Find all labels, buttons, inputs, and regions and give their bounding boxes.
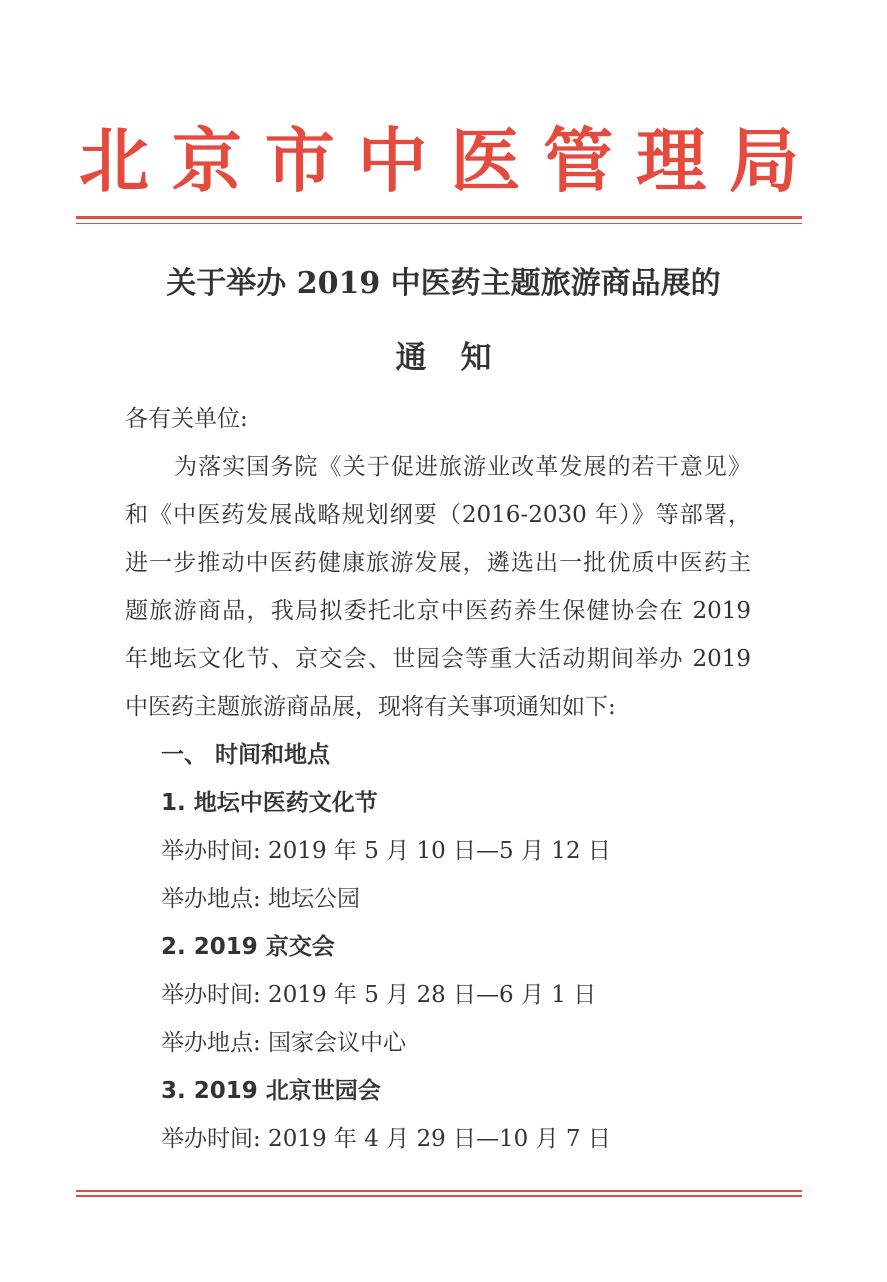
org-char: 中: [357, 120, 428, 202]
org-char: 管: [543, 120, 614, 202]
org-char: 京: [171, 120, 242, 202]
org-char: 局: [728, 120, 799, 202]
item-heading: 2. 2019 京交会: [161, 934, 335, 960]
item-heading: 1. 地坛中医药文化节: [161, 790, 378, 816]
paragraph-line: 进一步推动中医药健康旅游发展，遴选出一批优质中医药主: [125, 550, 751, 576]
paragraph-line: 为落实国务院《关于促进旅游业改革发展的若干意见》: [174, 454, 751, 480]
org-char: 北: [79, 120, 149, 202]
org-header: [76, 116, 802, 206]
header-rule-thick: [76, 216, 802, 219]
header-rule-thin: [76, 223, 802, 224]
item-time: 举办时间: 2019 年 5 月 28 日—6 月 1 日: [161, 982, 597, 1008]
item-place: 举办地点: 地坛公园: [161, 886, 361, 912]
paragraph-line: 和《中医药发展战略规划纲要（2016-2030 年）》等部署，: [125, 502, 751, 528]
item-time: 举办时间: 2019 年 5 月 10 日—5 月 12 日: [161, 838, 611, 864]
salutation: 各有关单位:: [125, 406, 248, 432]
org-char: 理: [636, 120, 707, 202]
paragraph-line: 题旅游商品，我局拟委托北京中医药养生保健协会在 2019: [125, 598, 751, 624]
item-place: 举办地点: 国家会议中心: [161, 1030, 407, 1056]
document-title-notice: 通知: [395, 340, 526, 376]
paragraph-line: 年地坛文化节、京交会、世园会等重大活动期间举办 2019: [125, 646, 751, 672]
paragraph-line: 中医药主题旅游商品展，现将有关事项通知如下:: [125, 694, 616, 720]
footer-rule-top: [76, 1190, 802, 1192]
item-time: 举办时间: 2019 年 4 月 29 日—10 月 7 日: [161, 1126, 611, 1152]
org-char: 医: [450, 120, 521, 202]
footer-rule-bottom: [76, 1195, 802, 1197]
item-heading: 3. 2019 北京世园会: [161, 1078, 381, 1104]
section-heading: 一、 时间和地点: [161, 742, 331, 768]
org-char: 市: [264, 120, 335, 202]
document-title: 关于举办 2019 中医药主题旅游商品展的: [166, 266, 721, 301]
